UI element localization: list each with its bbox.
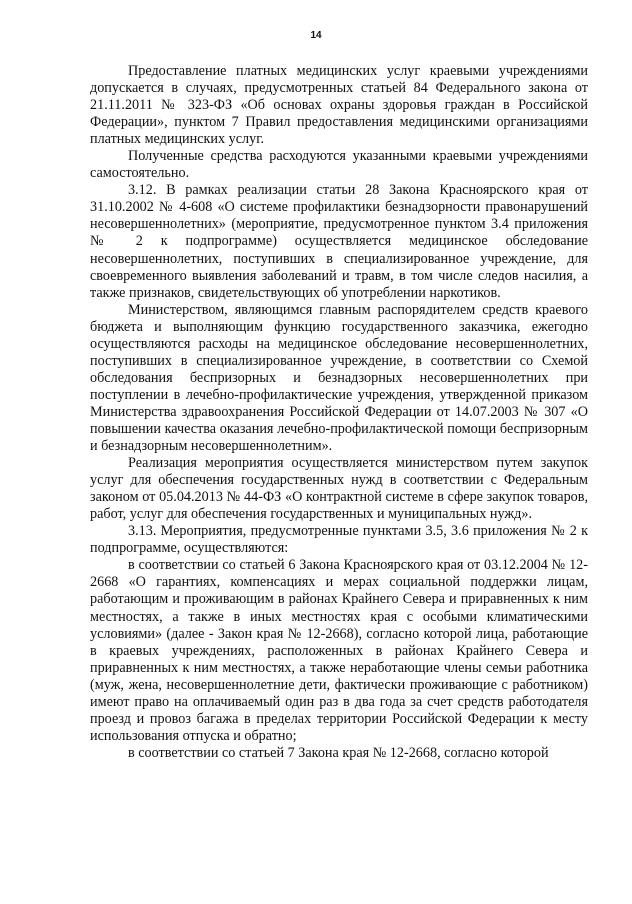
paragraph-funds-usage: Полученные средства расходуются указанными краевыми учреждениями самостоятельно. <box>90 148 588 182</box>
page-number: 14 <box>310 30 322 41</box>
paragraph-ministry-expenses: Министерством, являющимся главным распорядителем средств краевого бюджета и выполняющим функцию государственного заказчика, ежегодно осуществляются расходы на медицинское обследование несовершеннолетних, поступивших в специализированное учреждение, в соответствии со Схемой обследования беспризорных и безнадзорных несовершеннолетних при поступлении в лечебно-профилактические учреждения, утвержденной приказом Министерства здравоохранения Российской Федерации от 14.07.2003 № 307 «О повышении качества оказания лечебно-профилактической помощи беспризорным и безнадзорным несовершеннолетним». <box>90 301 588 455</box>
paragraph-paid-services: Предоставление платных медицинских услуг краевыми учреждениями допускается в случаях, предусмотренных статьей 84 Федерального закона от 21.11.2011 № 323-ФЗ «Об основах охраны здоровья граждан в Российской Федерации», пунктом 7 Правил предоставления медицинскими организациями платных медицинских услуг. <box>90 63 588 148</box>
paragraph-article-6: в соответствии со статьей 6 Закона Красноярского края от 03.12.2004 № 12-2668 «О гарантиях, компенсациях и мерах социальной поддержки лицам, работающим и проживающим в районах Крайнего Севера и приравненных к ним местностях, а также в иных местностях края с особыми климатическими условиями» (далее - Закон края № 12-2668), согласно которой лица, работающие в краевых учреждениях, расположенных в районах Крайнего Севера и приравненных к ним местностях, а также неработающие члены семьи работника (муж, жена, несовершеннолетние дети, фактически проживающие с работником) имеют право на оплачиваемый один раз в два года за счет средств работодателя проезд и провоз багажа в пределах территории Российской Федерации к месту использования отпуска и обратно; <box>90 557 588 744</box>
paragraph-3-12: 3.12. В рамках реализации статьи 28 Закона Красноярского края от 31.10.2002 № 4-608 «О системе профилактики безнадзорности правонарушений несовершеннолетних» (мероприятие, предусмотренное пунктом 3.4 приложения № 2 к подпрограмме) осуществляется медицинское обследование несовершеннолетних, поступивших в специализированное учреждение, для своевременного выявления заболеваний и травм, в том числе следов насилия, а также признаков, свидетельствующих об употреблении наркотиков. <box>90 182 588 301</box>
paragraph-procurement: Реализация мероприятия осуществляется министерством путем закупок услуг для обеспечения государственных нужд в соответствии с Федеральным законом от 05.04.2013 № 44-ФЗ «О контрактной системе в сфере закупок товаров, работ, услуг для обеспечения государственных и муниципальных нужд». <box>90 455 588 523</box>
paragraph-article-7: в соответствии со статьей 7 Закона края № 12-2668, согласно которой <box>128 744 549 761</box>
document-body <box>90 63 588 762</box>
paragraph-3-13: 3.13. Мероприятия, предусмотренные пунктами 3.5, 3.6 приложения № 2 к подпрограмме, осуществляются: <box>90 523 588 557</box>
